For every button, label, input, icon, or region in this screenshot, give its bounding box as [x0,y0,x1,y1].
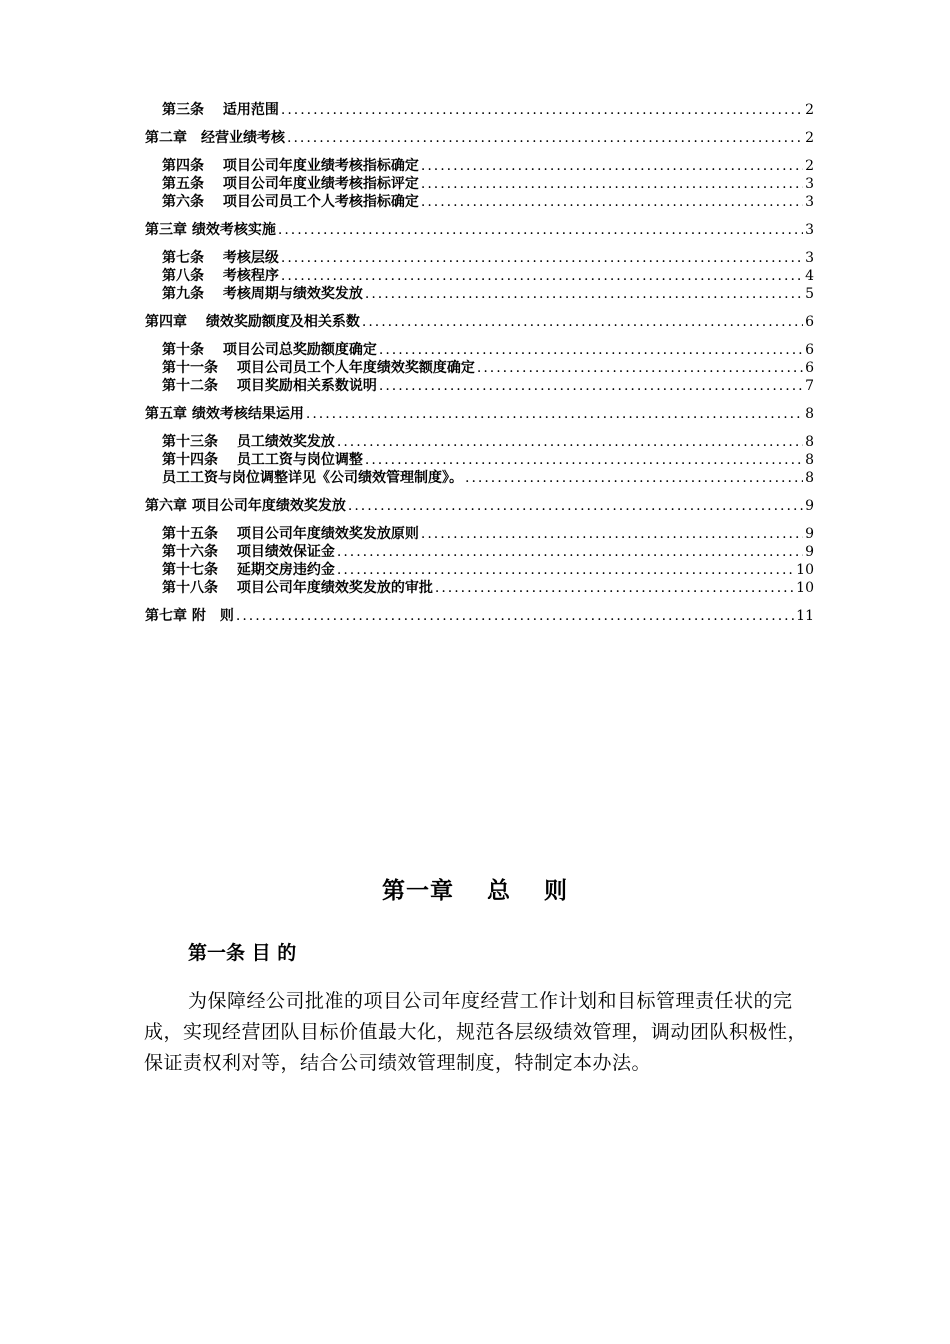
toc-entry[interactable] [145,221,814,239]
toc-leader-dots [379,377,803,395]
toc-leader-dots [287,129,803,147]
toc-leader-dots [348,497,803,515]
toc-entry-label: 第十八条 项目公司年度绩效奖发放的审批 [162,580,433,596]
toc-entry[interactable] [162,341,814,359]
toc-entry-label: 员工工资与岗位调整详见《公司绩效管理制度》。 [162,470,463,486]
toc-entry-label: 第三条 适用范围 [162,102,279,118]
toc-page-number: 6 [805,314,814,330]
toc-page-number: 11 [796,608,814,624]
toc-leader-dots [421,157,803,175]
toc-entry[interactable] [145,497,814,515]
toc-entry[interactable] [162,157,814,175]
toc-entry-label: 第三章 绩效考核实施 [145,222,276,238]
toc-entry[interactable] [145,405,814,423]
toc-page-number: 3 [805,250,814,266]
toc-entry-label: 第七章 附 则 [145,608,234,624]
toc-leader-dots [337,543,803,561]
toc-entry-label: 第四条 项目公司年度业绩考核指标确定 [162,158,419,174]
toc-entry-label: 第八条 考核程序 [162,268,279,284]
toc-leader-dots [337,561,794,579]
toc-entry[interactable] [162,543,814,561]
toc-leader-dots [477,359,803,377]
toc-page-number: 10 [796,580,814,596]
toc-page-number: 5 [805,286,814,302]
toc-entry-label: 第六章 项目公司年度绩效奖发放 [145,498,346,514]
toc-entry[interactable] [162,249,814,267]
toc-page-number: 8 [805,406,814,422]
toc-leader-dots [278,221,803,239]
toc-entry-label: 第十七条 延期交房违约金 [162,562,335,578]
toc-entry[interactable] [162,101,814,119]
toc-page-number: 2 [805,130,814,146]
toc-leader-dots [281,249,803,267]
toc-page-number: 6 [805,342,814,358]
article-title: 第一条 目 的 [188,942,297,964]
toc-entry[interactable] [162,469,814,487]
toc-leader-dots [421,175,803,193]
toc-page-number: 9 [805,498,814,514]
toc-entry[interactable] [162,359,814,377]
toc-entry-label: 第十四条 员工工资与岗位调整 [162,452,363,468]
toc-page-number: 4 [805,268,814,284]
toc-leader-dots [362,313,803,331]
toc-entry-label: 第十五条 项目公司年度绩效奖发放原则 [162,526,419,542]
toc-leader-dots [465,469,803,487]
toc-page-number: 3 [805,176,814,192]
toc-entry[interactable] [162,267,814,285]
toc-entry-label: 第十二条 项目奖励相关系数说明 [162,378,377,394]
toc-entry[interactable] [162,579,814,597]
toc-leader-dots [421,193,803,211]
chapter-title: 第一章 总 则 [381,877,568,904]
toc-entry-label: 第九条 考核周期与绩效奖发放 [162,286,363,302]
toc-entry-label: 第二章 经营业绩考核 [145,130,285,146]
toc-leader-dots [421,525,803,543]
toc-page-number: 3 [805,222,814,238]
toc-page-number: 6 [805,360,814,376]
toc-entry[interactable] [145,313,814,331]
toc-page-number: 8 [805,434,814,450]
toc-entry[interactable] [162,525,814,543]
toc-entry[interactable] [162,433,814,451]
toc-leader-dots [435,579,794,597]
toc-entry[interactable] [145,129,814,147]
toc-leader-dots [281,101,803,119]
toc-page-number: 9 [805,544,814,560]
toc-entry-label: 第十一条 项目公司员工个人年度绩效奖额度确定 [162,360,475,376]
toc-page-number: 3 [805,194,814,210]
toc-leader-dots [337,433,803,451]
toc-page-number: 2 [805,158,814,174]
toc-entry-label: 第十六条 项目绩效保证金 [162,544,335,560]
toc-entry[interactable] [162,377,814,395]
toc-entry-label: 第五章 绩效考核结果运用 [145,406,304,422]
toc-leader-dots [306,405,803,423]
toc-leader-dots [365,451,803,469]
toc-entry-label: 第四章 绩效奖励额度及相关系数 [145,314,360,330]
toc-entry-label: 第五条 项目公司年度业绩考核指标评定 [162,176,419,192]
article-paragraph: 为保障经公司批准的项目公司年度经营工作计划和目标管理责任状的完成，实现经营团队目标价值最大化，规范各层级绩效管理，调动团队积极性，保证责权利对等，结合公司绩效管理制度，特制定本办法。 [144,990,808,1074]
toc-page-number: 9 [805,526,814,542]
toc-entry-label: 第十三条 员工绩效奖发放 [162,434,335,450]
toc-leader-dots [281,267,803,285]
toc-entry[interactable] [162,193,814,211]
toc-entry[interactable] [145,607,814,625]
toc-leader-dots [236,607,794,625]
toc-leader-dots [365,285,803,303]
toc-entry[interactable] [162,451,814,469]
toc-entry-label: 第六条 项目公司员工个人考核指标确定 [162,194,419,210]
toc-entry[interactable] [162,285,814,303]
toc-entry-label: 第七条 考核层级 [162,250,279,266]
toc-page-number: 10 [796,562,814,578]
toc-page-number: 8 [805,452,814,468]
toc-entry[interactable] [162,175,814,193]
toc-page-number: 8 [805,470,814,486]
toc-entry[interactable] [162,561,814,579]
toc-leader-dots [379,341,803,359]
toc-page-number: 7 [805,378,814,394]
toc-page-number: 2 [805,102,814,118]
toc-entry-label: 第十条 项目公司总奖励额度确定 [162,342,377,358]
